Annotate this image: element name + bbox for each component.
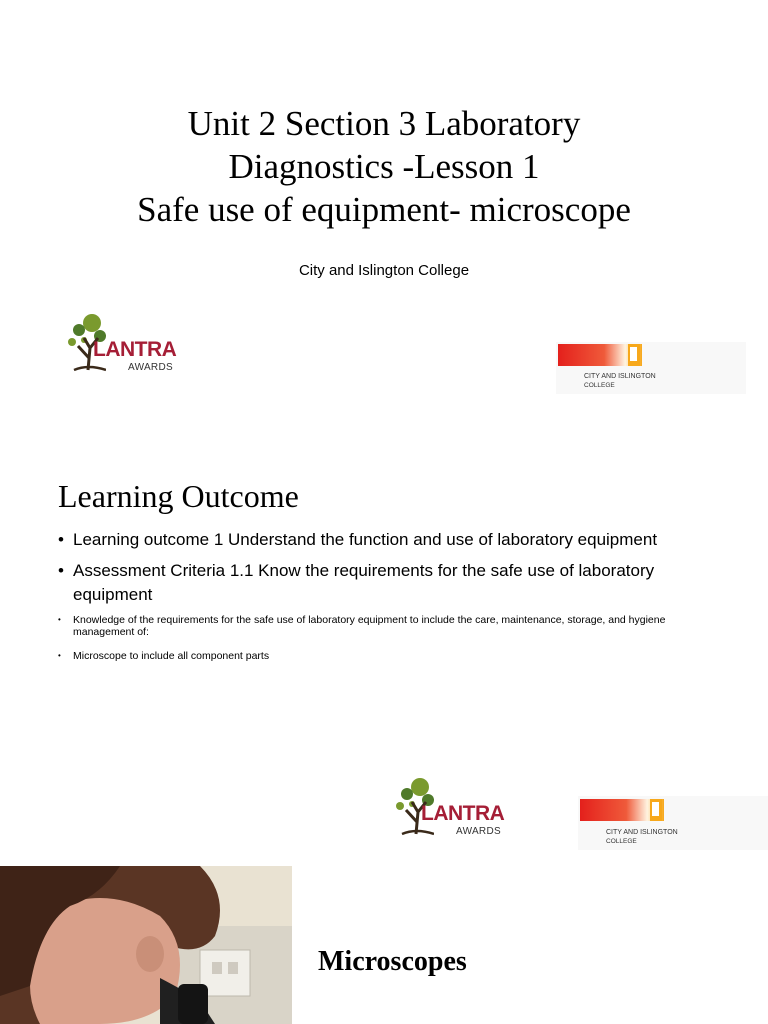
cic-logo-line1: CITY AND ISLINGTON xyxy=(606,829,678,836)
cic-flame-icon xyxy=(580,799,664,823)
cic-logo-name xyxy=(606,828,678,846)
bullet-item: • Microscope to include all component parts xyxy=(58,650,718,662)
microscope-photo xyxy=(0,866,292,1024)
lantra-logo xyxy=(66,314,206,378)
lantra-logo-sub: AWARDS xyxy=(456,826,501,837)
title-line-2: Diagnostics -Lesson 1 xyxy=(228,147,540,186)
lantra-logo xyxy=(394,778,534,842)
woman-at-microscope-image xyxy=(0,866,292,1024)
lantra-logo-sub: AWARDS xyxy=(128,362,173,373)
learning-outcome-slide xyxy=(0,430,768,862)
cic-logo xyxy=(556,342,746,394)
slide-title xyxy=(0,102,768,231)
slide-title: Learning Outcome xyxy=(58,478,299,514)
bullet-list xyxy=(58,528,718,674)
bullet-item: • Knowledge of the requirements for the safe use of laboratory equipment to include the care, maintenance, storage, and hygiene management of: xyxy=(58,614,718,638)
title-line-1: Unit 2 Section 3 Laboratory xyxy=(187,104,581,143)
slide-title: Microscopes xyxy=(318,946,467,977)
cic-logo-line2: COLLEGE xyxy=(584,382,615,389)
bullet-item: • Assessment Criteria 1.1 Know the requirements for the safe use of laboratory equipment xyxy=(58,559,718,607)
bullet-item: • Learning outcome 1 Understand the function and use of laboratory equipment xyxy=(58,528,718,552)
cic-logo-name xyxy=(584,372,656,390)
title-line-3: Safe use of equipment- microscope xyxy=(137,190,631,229)
cic-logo xyxy=(578,796,768,850)
lantra-logo-word: LANTRA xyxy=(93,338,177,361)
microscopes-slide xyxy=(0,862,768,1024)
title-slide xyxy=(0,0,768,430)
cic-logo-line2: COLLEGE xyxy=(606,838,637,845)
lantra-logo-word: LANTRA xyxy=(421,802,505,825)
cic-logo-line1: CITY AND ISLINGTON xyxy=(584,373,656,380)
cic-flame-icon xyxy=(558,344,642,368)
slide-subtitle: City and Islington College xyxy=(298,262,470,279)
